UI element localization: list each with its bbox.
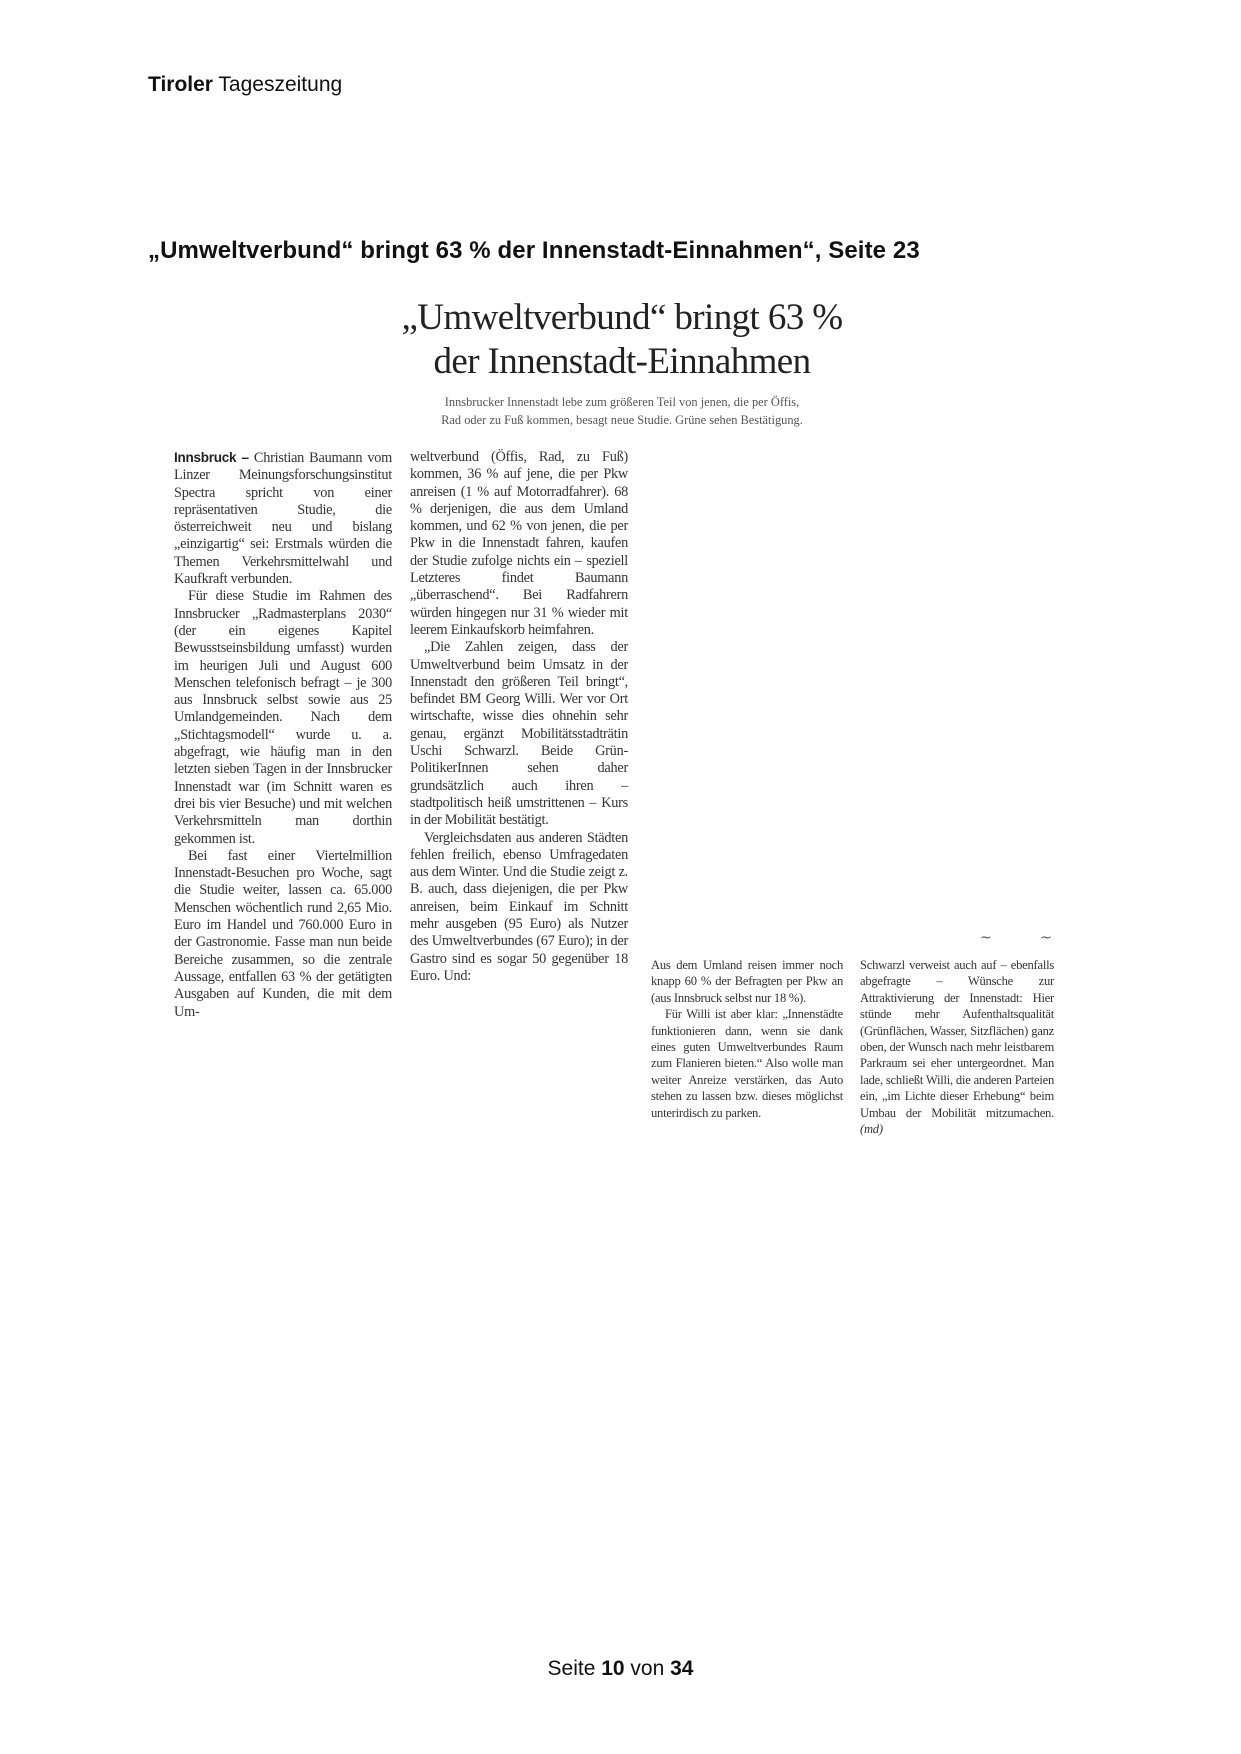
article-headline [372, 296, 872, 384]
article-paragraph: weltverbund (Öffis, Rad, zu Fuß) kommen, 36 % auf jene, die per Pkw anreisen (1 % auf Motorradfahrer). 68 % derjenigen, die aus dem Umland kommen, und 62 % von jenen, die per Pkw in die Innenstadt fahren, kaufen der Studie zufolge nichts ein – speziell Letzteres findet Baumann „überraschend“. Bei Radfahrern würden hingegen nur 31 % wieder mit leerem Einkaufskorb heimfahren. [410, 449, 628, 638]
page-number: Seite 10 von 34 [547, 1657, 694, 1680]
subheadline-line-2: Rad oder zu Fuß kommen, besagt neue Studie. Grüne sehen Bestätigung. [441, 413, 803, 427]
article-paragraph: Aus dem Umland reisen immer noch knapp 60 % der Befragten per Pkw an (aus Innsbruck selbst nur 18 %). [651, 958, 843, 1005]
article-column-3 [651, 957, 843, 1121]
total-pages: 34 [670, 1657, 694, 1680]
article-paragraph: Für Willi ist aber klar: „Innenstädte funktionieren dann, wenn sie dank eines guten Umweltverbundes Raum zum Flanieren bieten.“ Also wolle man weiter Anreize verstärken, das Auto stehen zu lassen bzw. dieses möglichst unterirdisch zu parken. [651, 1007, 843, 1120]
headline-line-2: der Innenstadt-Einnahmen [433, 341, 811, 382]
residual-scan-marks: ~ ~ [980, 930, 1074, 946]
article-paragraph: Innsbruck – Christian Baumann vom Linzer Meinungsforschungsinstitut Spectra spricht von einer repräsentativen Studie, die österreichweit neu und bislang „einzigartig“ sei: Erstmals würden die Themen Verkehrsmittelwahl und Kaufkraft verbunden. [174, 450, 392, 588]
article-paragraph: Vergleichsdaten aus anderen Städten fehlen freilich, ebenso Umfragedaten aus dem Winter. Und die Studie zeigt z. B. auch, dass diejenigen, die per Pkw anreisen, beim Einkauf im Schnitt mehr ausgeben (95 Euro) als Nutzer des Umweltverbundes (67 Euro); in der Gastro sind es sogar 50 gegenüber 18 Euro. Und: [410, 829, 628, 984]
subheadline-line-1: Innsbrucker Innenstadt lebe zum größeren Teil von jenen, die per Öffis, [444, 395, 800, 409]
article-column-1 [174, 449, 392, 1021]
article-subheadline [372, 393, 872, 429]
article-paragraph: „Die Zahlen zeigen, dass der Umweltverbund beim Umsatz in der Innenstadt den größeren Teil bringt“, befindet BM Georg Willi. Wer vor Ort wirtschafte, wisse dies ohnehin sehr genau, ergänzt Mobilitätsstadträtin Uschi Schwarzl. Beide Grün-PolitikerInnen sehen daher grundsätzlich auch ihren – stadtpolitisch heiß umstrittenen – Kurs in der Mobilität bestätigt. [410, 639, 628, 829]
publication-name-rest: Tageszeitung [212, 73, 343, 96]
article-paragraph: Schwarzl verweist auch auf – ebenfalls abgefragte – Wünsche zur Attraktivierung der Innenstadt: Hier stünde mehr Aufenthaltsqualität (Grünflächen, Wasser, Sitzflächen) ganz oben, der Wunsch nach mehr leistbarem Parkraum sei eher untergeordnet. Man lade, schließt Willi, die anderen Parteien ein, „im Lichte dieser Erhebung“ beim Umbau der Mobilität mitzumachen. (md) [860, 958, 1054, 1137]
author-initials: (md) [860, 1122, 883, 1137]
article-paragraph: Für diese Studie im Rahmen des Innsbrucker „Radmasterplans 2030“ (der ein eigenes Kapitel Bewusstseinsbildung umfasst) wurden im heurigen Juli und August 600 Menschen telefonisch befragt – je 300 aus Innsbruck selbst sowie aus 25 Umlandgemeinden. Nach dem „Stichtagsmodell“ wurde u. a. abgefragt, wie häufig man in den letzten sieben Tagen in der Innsbrucker Innenstadt war (im Schnitt waren es drei bis vier Besuche) und mit welchen Verkehrsmitteln man dorthin gekommen ist. [174, 588, 392, 847]
document-title: „Umweltverbund“ bringt 63 % der Innenstadt-Einnahmen“, Seite 23 [148, 237, 920, 264]
current-page: 10 [601, 1657, 625, 1680]
dateline: Innsbruck – [174, 450, 249, 465]
article-column-4 [860, 957, 1054, 1137]
headline-line-1: „Umweltverbund“ bringt 63 % [401, 297, 843, 338]
article-column-2 [410, 449, 628, 985]
publication-name-bold: Tiroler [148, 73, 213, 96]
article-paragraph: Bei fast einer Viertelmillion Innenstadt-Besuchen pro Woche, sagt die Studie weiter, lassen ca. 65.000 Menschen wöchentlich rund 2,65 Mio. Euro im Handel und 760.000 Euro in der Gastronomie. Fasse man nun beide Bereiche zusammen, so die zentrale Aussage, entfallen 63 % der getätigten Ausgaben auf Kunden, die mit dem Um- [174, 847, 392, 1020]
